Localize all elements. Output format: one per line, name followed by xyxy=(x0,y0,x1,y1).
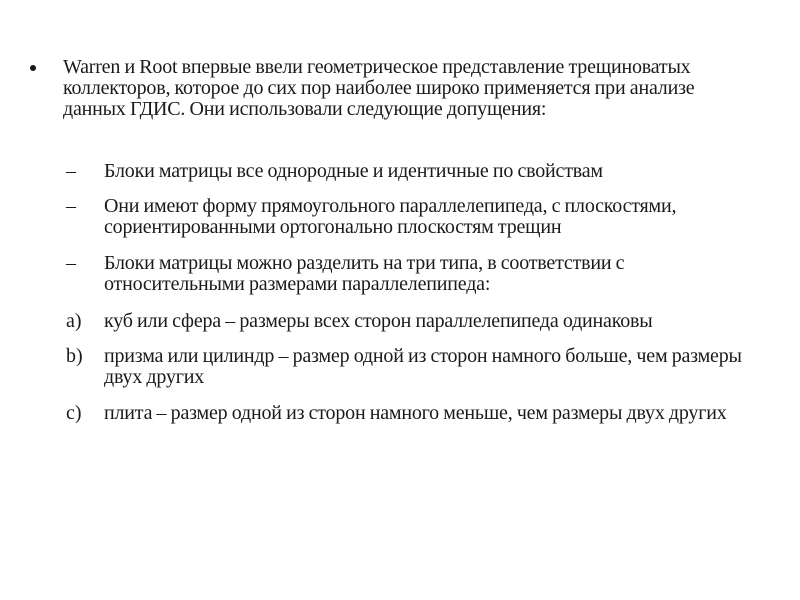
type-text: призма или цилиндр – размер одной из сторон намного больше, чем размеры двух других xyxy=(104,345,742,388)
letter-marker: a) xyxy=(66,310,82,332)
bullet-dot-icon xyxy=(30,65,36,71)
letter-marker: c) xyxy=(66,402,82,424)
type-text: куб или сфера – размеры всех сторон параллелепипеда одинаковы xyxy=(104,310,653,332)
assumption-text: Блоки матрицы можно разделить на три типа, в соответствии с относительными размерами параллелепипеда: xyxy=(104,252,625,295)
type-text: плита – размер одной из сторон намного меньше, чем размеры двух других xyxy=(104,402,727,424)
main-bullet-text: Warren и Root впервые ввели геометрическое представление трещиноватых коллекторов, которое до сих пор наиболее широко применяется при анализе данных ГДИС. Они использовали следующие допущения: xyxy=(63,56,695,120)
dash-marker: – xyxy=(66,252,76,274)
letter-marker: b) xyxy=(66,345,83,367)
dash-marker: – xyxy=(66,160,76,182)
assumption-text: Они имеют форму прямоугольного параллелепипеда, с плоскостями, сориентированными ортогонально плоскостям трещин xyxy=(104,195,677,238)
assumption-text: Блоки матрицы все однородные и идентичные по свойствам xyxy=(104,160,603,182)
dash-marker: – xyxy=(66,195,76,217)
